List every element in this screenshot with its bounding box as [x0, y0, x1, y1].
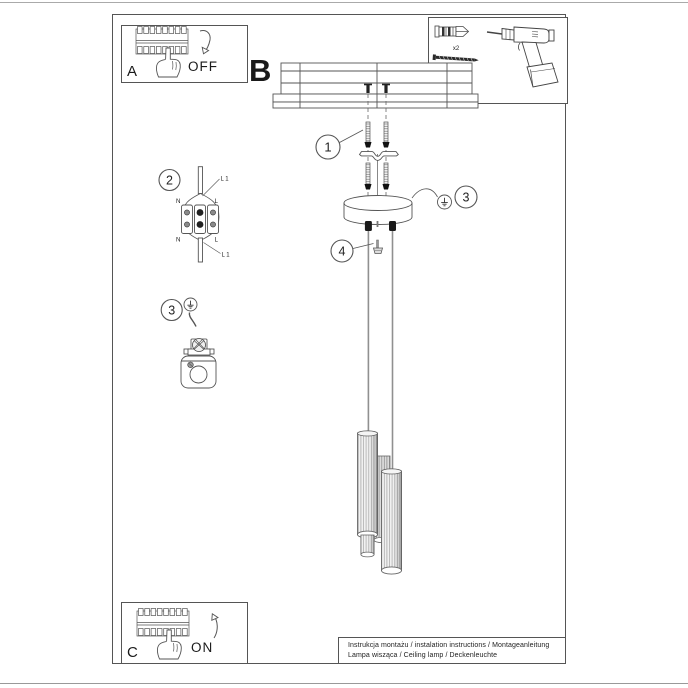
callout-2-number: 2 — [166, 173, 173, 188]
top-cable — [198, 167, 202, 194]
section-b-label: B — [249, 53, 272, 88]
ceiling-illustration — [273, 63, 478, 108]
callout-3b-number: 3 — [168, 303, 176, 318]
terminal-l-top-label: L — [214, 198, 218, 205]
earth-wire — [189, 313, 196, 327]
callout-3-number: 3 — [462, 190, 470, 205]
callout-1-number: 1 — [324, 139, 332, 155]
circuit-breaker-panel-icon — [136, 27, 188, 55]
off-label: OFF — [188, 59, 218, 74]
l1-top-label: L 1 — [220, 176, 229, 183]
mounting-bracket — [360, 152, 399, 161]
wall-plug-icon — [435, 26, 469, 37]
wiring-diagram — [150, 160, 245, 270]
arrow-up-icon — [212, 614, 218, 638]
bottom-rule — [0, 683, 688, 684]
terminal-l-bottom-label: L — [214, 236, 218, 244]
earth-clamp — [184, 339, 214, 356]
bottom-cable — [198, 238, 202, 262]
callout-3 — [412, 186, 477, 209]
on-label: ON — [191, 640, 214, 655]
drill-icon — [487, 27, 558, 87]
earth-lug-diagram — [155, 292, 225, 392]
footer-box — [338, 637, 566, 664]
right-lamp-shade — [382, 469, 402, 574]
fixing-screw — [374, 240, 383, 254]
step-a-label: A — [127, 63, 138, 80]
mounting-screws — [365, 122, 390, 148]
callout-4-number: 4 — [338, 244, 346, 259]
l1-top-leader — [203, 179, 220, 196]
step-c-label: C — [127, 644, 138, 661]
terminal-n-bottom-label: N — [176, 236, 181, 244]
arrow-down-icon — [200, 31, 210, 54]
anchor-quantity-label: x2 — [452, 46, 460, 52]
terminal-n-top-label: N — [176, 198, 181, 205]
callout-4 — [331, 240, 374, 262]
assembly-illustration — [260, 58, 480, 583]
step-a-box — [121, 25, 248, 83]
left-lamp-shade — [358, 431, 378, 557]
circuit-breaker-panel-icon — [137, 609, 189, 637]
callout-1 — [316, 130, 363, 159]
breaker-on-illustration — [122, 603, 247, 663]
bracket-body — [181, 356, 216, 388]
instruction-title-line2: Lampa wisząca / Ceiling lamp / Deckenleuchte — [348, 651, 498, 659]
breaker-off-illustration — [122, 26, 247, 82]
l1-bottom-leader — [204, 243, 221, 254]
step-c-box — [121, 602, 248, 664]
top-rule — [0, 2, 688, 3]
canopy — [344, 196, 412, 225]
l1-bottom-label: L 1 — [221, 252, 230, 259]
instruction-title-line1: Instrukcja montażu / instalation instructions / Montageanleitung — [348, 642, 550, 649]
